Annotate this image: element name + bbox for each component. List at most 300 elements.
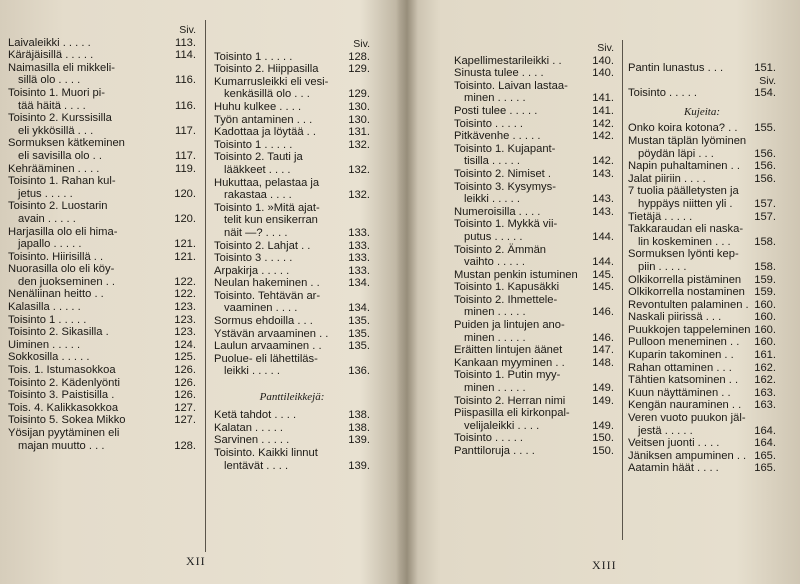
toc-entry — [454, 395, 614, 408]
entry-page-number: 162. — [754, 374, 776, 387]
entry-page-number: 139. — [348, 434, 370, 447]
entry-page-number: 145. — [592, 281, 614, 294]
entry-page-number: 160. — [754, 311, 776, 324]
toc-entry — [628, 185, 776, 210]
toc-entry — [214, 265, 370, 278]
column-divider — [622, 40, 623, 540]
entry-title-line: minen . . . . . — [464, 331, 526, 344]
entry-title-line: Toisinto 2. Lahjat . . — [214, 239, 311, 252]
entry-title-line: minen . . . . . — [464, 306, 526, 319]
entry-title-line: Puiden ja lintujen ano- — [454, 319, 565, 332]
entry-title-line: Toisinto 1. Muori pi- — [8, 86, 105, 99]
toc-entry — [628, 223, 776, 248]
entry-page-number: 151. — [754, 62, 776, 74]
entry-title-line: rakastaa . . . . — [224, 189, 292, 202]
entry-page-number: 133. — [348, 226, 370, 239]
entry-title-line: leikki . . . . . — [224, 365, 280, 378]
entry-page-number: 126. — [174, 389, 196, 402]
entry-page-number: 162. — [754, 361, 776, 374]
toc-entry — [454, 55, 614, 68]
entry-page-number: 146. — [592, 306, 614, 319]
entry-title-line: Toisinto 2. Ämmän — [454, 243, 547, 256]
entry-title-line: Toisinto 1 . . . . . — [8, 313, 87, 326]
entry-title-line: Arpakirja . . . . . — [214, 264, 290, 277]
entry-page-number: 147. — [592, 344, 614, 357]
toc-entry — [454, 181, 614, 206]
entry-page-number: 132. — [348, 138, 370, 151]
entry-title-line: avain . . . . . — [18, 212, 76, 225]
right-page-column-2 — [628, 62, 776, 475]
toc-entry — [454, 143, 614, 168]
entry-title-line: Kehrääminen . . . . — [8, 162, 100, 175]
entry-title-line: Tois. 1. Istumasokkoa — [8, 364, 116, 377]
entry-title-line: vaaminen . . . . — [224, 302, 298, 315]
entry-title-line: Sarvinen . . . . . — [214, 434, 290, 447]
toc-entry — [214, 101, 370, 114]
toc-entry — [214, 252, 370, 265]
entry-page-number: 123. — [174, 313, 196, 326]
toc-entry — [454, 432, 614, 445]
entry-title-line: Harjasilla olo eli hima- — [8, 225, 118, 238]
entry-page-number: 122. — [174, 288, 196, 301]
toc-entry — [454, 369, 614, 394]
toc-entry — [628, 437, 776, 450]
entry-title-line: Toisinto 2. Kurssisilla — [8, 112, 112, 125]
toc-entry — [8, 364, 196, 377]
entry-page-number: 128. — [348, 50, 370, 63]
entry-title-line: Kuparin takominen . . — [628, 349, 734, 362]
toc-entry — [8, 49, 196, 62]
toc-entry — [214, 202, 370, 240]
entry-title-line: Toisinto 2. Nimiset . — [454, 167, 551, 180]
entry-page-number: 122. — [174, 275, 196, 288]
entry-page-number: 143. — [592, 193, 614, 206]
entry-title-line: Revontulten palaminen . — [628, 298, 749, 311]
entry-title-line: Naimasilla eli mikkeli- — [8, 61, 115, 74]
entry-title-line: leikki . . . . . — [464, 193, 520, 206]
entry-page-number: 154. — [754, 87, 776, 100]
siv-header: Siv. — [179, 24, 196, 36]
entry-page-number: 133. — [348, 252, 370, 265]
entry-title-line: Toisinto . . . . . — [454, 117, 524, 130]
toc-entry — [628, 362, 776, 375]
toc-entry — [8, 414, 196, 427]
toc-entry — [454, 67, 614, 80]
entry-page-number: 143. — [592, 167, 614, 180]
entry-title-line: Kalasilla . . . . . — [8, 301, 81, 314]
entry-page-number: 143. — [592, 205, 614, 218]
toc-entry — [214, 315, 370, 328]
entry-page-number: 136. — [348, 365, 370, 378]
entry-title-line: minen . . . . . — [464, 382, 526, 395]
toc-entry — [8, 263, 196, 288]
entry-title-line: Piispasilla eli kirkonpal- — [454, 407, 570, 420]
entry-page-number: 139. — [348, 459, 370, 472]
entry-page-number: 150. — [592, 445, 614, 457]
entry-page-number: 142. — [592, 130, 614, 143]
entry-title-line: Toisinto 1 . . . . . — [214, 50, 293, 63]
entry-title-line: Toisinto 1. Kapusäkki — [454, 281, 560, 294]
entry-title-line: Käräjäisillä . . . . . — [8, 49, 94, 62]
entry-page-number: 160. — [754, 336, 776, 349]
entry-title-line: Kadottaa ja löytää . . — [214, 126, 316, 139]
toc-entry — [628, 311, 776, 324]
entry-title-line: tää häitä . . . . — [18, 99, 86, 112]
book-gutter — [396, 0, 418, 584]
entry-title-line: Sokkosilla . . . . . — [8, 351, 90, 364]
entry-title-line: Toisinto 2. Herran nimi — [454, 394, 566, 407]
entry-title-line: Tähtien katsominen . . — [628, 374, 739, 387]
entry-title-line: Toisinto. Hiirisillä . . — [8, 250, 104, 263]
right-page-column-1 — [454, 42, 614, 458]
toc-entry — [628, 412, 776, 437]
entry-title-line: Nenäliinan heitto . . — [8, 288, 104, 301]
entry-title-line: Kapellimestarileikki . . — [454, 54, 562, 67]
entry-page-number: 141. — [592, 104, 614, 117]
entry-page-number: 163. — [754, 386, 776, 399]
toc-entry — [628, 387, 776, 400]
entry-page-number: 127. — [174, 401, 196, 414]
entry-page-number: 163. — [754, 399, 776, 412]
entry-title-line: putus . . . . . — [464, 230, 523, 243]
entry-title-line: Toisinto 2. Ihmettele- — [454, 293, 558, 306]
column-divider — [205, 20, 206, 552]
toc-entry — [214, 126, 370, 139]
toc-entry — [628, 274, 776, 287]
entry-page-number: 142. — [592, 117, 614, 130]
toc-entry — [214, 409, 370, 422]
toc-entry — [214, 76, 370, 101]
toc-entry — [8, 137, 196, 162]
entry-page-number: 146. — [592, 331, 614, 344]
toc-entry — [214, 114, 370, 127]
toc-entry — [8, 351, 196, 364]
entry-title-line: Laivaleikki . . . . . — [8, 36, 91, 49]
toc-entry — [214, 290, 370, 315]
entry-title-line: sillä olo . . . . — [18, 74, 81, 87]
entry-title-line: Puukkojen tappeleminen — [628, 323, 751, 336]
entry-title-line: vaihto . . . . . — [464, 256, 525, 269]
entry-title-line: lääkkeet . . . . — [224, 163, 291, 176]
entry-title-line: Kengän nauraminen . . — [628, 399, 742, 412]
entry-title-line: Toisinto. Laivan lastaa- — [454, 79, 568, 92]
toc-entry — [454, 244, 614, 269]
entry-page-number: 114. — [175, 49, 196, 62]
entry-page-number: 129. — [348, 63, 370, 76]
entry-page-number: 165. — [754, 449, 776, 462]
entry-page-number: 149. — [592, 394, 614, 407]
entry-title-line: Kumarrusleikki eli vesi- — [214, 75, 329, 88]
entry-page-number: 145. — [592, 268, 614, 281]
siv-header: Siv. — [759, 74, 776, 87]
toc-entry — [8, 62, 196, 87]
entry-title-line: Ketä tahdot . . . . — [214, 409, 297, 422]
entry-title-line: japallo . . . . . — [18, 238, 82, 251]
toc-entry — [628, 87, 776, 100]
entry-title-line: Sormuksen kätkeminen — [8, 137, 125, 150]
entry-title-line: Hukuttaa, pelastaa ja — [214, 176, 320, 189]
entry-title-line: Toisinto 3. Kysymys- — [454, 180, 556, 193]
toc-entry — [8, 389, 196, 402]
entry-title-line: Rahan ottaminen . . . — [628, 361, 732, 374]
toc-entry — [8, 326, 196, 339]
toc-entry — [214, 422, 370, 435]
toc-entry — [214, 434, 370, 447]
entry-page-number: 128. — [174, 439, 196, 452]
entry-page-number: 129. — [348, 88, 370, 101]
entry-title-line: Toisinto 5. Sokea Mikko — [8, 414, 126, 427]
entry-title-line: Onko koira kotona? . . — [628, 122, 738, 135]
entry-title-line: Toisinto 1. Putin myy- — [454, 369, 561, 382]
entry-page-number: 165. — [754, 462, 776, 475]
entry-page-number: 132. — [348, 189, 370, 202]
toc-entry — [8, 314, 196, 327]
toc-entry — [454, 407, 614, 432]
entry-page-number: 144. — [592, 256, 614, 269]
entry-title-line: Työn antaminen . . . — [214, 113, 313, 126]
entry-title-line: Naskali piirissä . . . — [628, 311, 722, 324]
toc-entry — [214, 151, 370, 176]
entry-page-number: 157. — [754, 210, 776, 223]
entry-title-line: pöydän läpi . . . — [638, 147, 714, 160]
entry-title-line: Veitsen juonti . . . . — [628, 437, 720, 450]
entry-page-number: 117. — [175, 124, 196, 137]
entry-page-number: 120. — [174, 212, 196, 225]
toc-entry — [8, 87, 196, 112]
entry-page-number: 124. — [174, 338, 196, 351]
toc-entry — [628, 211, 776, 224]
entry-title-line: Toisinto 2. Hiippasilla — [214, 63, 319, 76]
entry-page-number: 138. — [348, 409, 370, 422]
toc-entry — [214, 51, 370, 64]
toc-entry — [454, 344, 614, 357]
entry-title-line: Toisinto 1 . . . . . — [214, 138, 293, 151]
entry-page-number: 148. — [592, 356, 614, 369]
entry-page-number: 158. — [754, 235, 776, 248]
entry-page-number: 164. — [754, 424, 776, 437]
entry-page-number: 117. — [175, 149, 196, 162]
toc-entry — [214, 177, 370, 202]
toc-entry — [214, 63, 370, 76]
entry-page-number: 135. — [348, 340, 370, 353]
toc-entry — [214, 139, 370, 152]
entry-title-line: Toisinto 1. Mykkä vii- — [454, 218, 558, 231]
toc-entry — [8, 200, 196, 225]
page-number-left: XII — [186, 554, 206, 568]
entry-title-line: Takkaraudan eli naska- — [628, 223, 744, 236]
toc-entry — [8, 175, 196, 200]
toc-entry — [628, 299, 776, 312]
toc-entry — [628, 286, 776, 299]
toc-entry — [628, 336, 776, 349]
toc-entry — [628, 173, 776, 186]
entry-page-number: 140. — [592, 54, 614, 67]
entry-page-number: 164. — [754, 437, 776, 450]
entry-title-line: Tois. 4. Kalikkasokkoa — [8, 401, 119, 414]
toc-entry — [454, 105, 614, 118]
entry-title-line: Toisinto 2. Tauti ja — [214, 151, 303, 164]
entry-title-line: Napin puhaltaminen . . — [628, 160, 740, 173]
entry-title-line: Yösijan pyytäminen eli — [8, 427, 120, 439]
toc-entry — [454, 218, 614, 243]
entry-title-line: Toisinto 1. Rahan kul- — [8, 175, 116, 188]
toc-entry — [214, 328, 370, 341]
toc-entry — [8, 339, 196, 352]
entry-page-number: 130. — [348, 100, 370, 113]
entry-title-line: Panttiloruja . . . . — [454, 445, 535, 457]
entry-title-line: piin . . . . . — [638, 260, 687, 273]
entry-title-line: Huhu kulkee . . . . — [214, 100, 302, 113]
toc-entry — [214, 340, 370, 353]
toc-entry — [8, 112, 196, 137]
entry-page-number: 160. — [754, 323, 776, 336]
entry-page-number: 126. — [174, 376, 196, 389]
entry-title-line: Mustan penkin istuminen — [454, 268, 578, 281]
toc-entry — [8, 402, 196, 415]
left-page-column-1 — [8, 24, 196, 452]
toc-entry — [628, 462, 776, 475]
siv-header: Siv. — [597, 42, 614, 54]
entry-title-line: Tietäjä . . . . . — [628, 210, 693, 223]
entry-title-line: tisilla . . . . . — [464, 155, 520, 168]
entry-page-number: 131. — [348, 126, 370, 139]
entry-page-number: 156. — [754, 160, 776, 173]
siv-header: Siv. — [353, 38, 370, 50]
entry-page-number: 133. — [348, 239, 370, 252]
entry-title-line: Neulan hakeminen . . — [214, 277, 320, 290]
toc-entry — [628, 324, 776, 337]
entry-title-line: Toisinto 3 . . . . . — [214, 252, 293, 265]
toc-entry — [628, 349, 776, 362]
entry-title-line: Veren vuoto puukon jäl- — [628, 412, 746, 425]
toc-entry — [214, 240, 370, 253]
entry-title-line: eli ykkösillä . . . — [18, 124, 94, 137]
toc-entry — [454, 206, 614, 219]
toc-entry — [628, 248, 776, 273]
entry-page-number: 119. — [175, 162, 196, 175]
toc-entry — [628, 62, 776, 75]
toc-entry — [628, 122, 776, 135]
entry-page-number: 149. — [592, 419, 614, 432]
entry-page-number: 121. — [174, 250, 196, 263]
entry-page-number: 156. — [754, 172, 776, 185]
entry-title-line: Pitkävenhe . . . . . — [454, 130, 541, 143]
toc-entry — [454, 118, 614, 131]
entry-title-line: kenkäsillä olo . . . — [224, 88, 310, 101]
entry-title-line: Kankaan myyminen . . — [454, 356, 565, 369]
entry-title-line: Sormuksen lyönti kep- — [628, 248, 739, 261]
entry-page-number: 141. — [592, 92, 614, 105]
entry-page-number: 158. — [754, 260, 776, 273]
entry-title-line: Nuorasilla olo eli köy- — [8, 263, 115, 276]
toc-entry — [454, 269, 614, 282]
entry-page-number: 126. — [174, 364, 196, 377]
toc-entry — [454, 130, 614, 143]
section-heading: Kujeita: — [683, 105, 721, 118]
entry-title-line: Toisinto 1. Kujapant- — [454, 142, 556, 155]
entry-title-line: eli savisilla olo . . — [18, 149, 102, 162]
entry-title-line: Toisinto 1. »Mitä ajat- — [214, 201, 320, 214]
entry-page-number: 134. — [348, 277, 370, 290]
entry-title-line: Eräitten lintujen äänet — [454, 344, 563, 357]
entry-title-line: lentävät . . . . — [224, 459, 289, 472]
section-heading: Panttileikkejä: — [259, 390, 325, 403]
entry-page-number: 150. — [592, 432, 614, 445]
entry-page-number: 161. — [754, 349, 776, 362]
entry-title-line: Toisinto . . . . . — [628, 87, 698, 100]
toc-entry — [454, 319, 614, 344]
entry-page-number: 125. — [174, 351, 196, 364]
toc-entry — [214, 353, 370, 378]
toc-entry — [8, 427, 196, 452]
toc-entry — [454, 168, 614, 181]
toc-entry — [8, 288, 196, 301]
entry-page-number: 116. — [175, 99, 196, 112]
entry-page-number: 123. — [174, 326, 196, 339]
toc-entry — [454, 357, 614, 370]
toc-entry — [8, 37, 196, 50]
entry-title-line: Toisinto . . . . . — [454, 432, 524, 445]
entry-page-number: 135. — [348, 327, 370, 340]
entry-page-number: 130. — [348, 113, 370, 126]
entry-title-line: Toisinto. Kaikki linnut — [214, 447, 318, 459]
entry-page-number: 113. — [175, 36, 196, 49]
entry-title-line: lin koskeminen . . . — [638, 235, 731, 248]
entry-title-line: Toisinto 3. Paistisilla . — [8, 389, 115, 402]
entry-title-line: Mustan täplän lyöminen — [628, 134, 747, 147]
entry-title-line: Kalatan . . . . . — [214, 421, 284, 434]
entry-page-number: 149. — [592, 382, 614, 395]
entry-page-number: 134. — [348, 302, 370, 315]
entry-title-line: Jalat piiriin . . . . — [628, 172, 706, 185]
entry-page-number: 135. — [348, 315, 370, 328]
entry-title-line: Aatamin häät . . . . — [628, 462, 719, 475]
entry-title-line: velijaleikki . . . . — [464, 419, 540, 432]
entry-title-line: Numeroisilla . . . . — [454, 205, 541, 218]
entry-title-line: Toisinto 2. Luostarin — [8, 200, 108, 213]
toc-entry — [8, 377, 196, 390]
toc-entry — [628, 374, 776, 387]
entry-page-number: 156. — [754, 147, 776, 160]
toc-entry — [8, 163, 196, 176]
toc-entry — [454, 281, 614, 294]
entry-page-number: 138. — [348, 421, 370, 434]
entry-title-line: Uiminen . . . . . — [8, 338, 81, 351]
entry-page-number: 116. — [175, 74, 196, 87]
toc-entry — [214, 277, 370, 290]
entry-page-number: 159. — [754, 273, 776, 286]
toc-entry — [8, 251, 196, 264]
entry-title-line: Toisinto. Tehtävän ar- — [214, 289, 321, 302]
toc-entry — [628, 399, 776, 412]
entry-title-line: Ystävän arvaaminen . . — [214, 327, 329, 340]
entry-title-line: den juokseminen . . — [18, 275, 116, 288]
toc-entry — [454, 80, 614, 105]
entry-page-number: 155. — [754, 122, 776, 135]
toc-entry — [8, 226, 196, 251]
entry-title-line: hyppäys niitten yli . — [638, 197, 733, 210]
entry-page-number: 121. — [174, 238, 196, 251]
entry-title-line: Puolue- eli lähettiläs- — [214, 352, 318, 365]
entry-page-number: 123. — [174, 301, 196, 314]
entry-title-line: 7 tuolia päälletysten ja — [628, 185, 739, 198]
entry-title-line: Toisinto 2. Kädenlyönti — [8, 376, 120, 389]
entry-title-line: Jäniksen ampuminen . . — [628, 449, 747, 462]
toc-entry — [214, 447, 370, 472]
toc-entry — [628, 450, 776, 463]
entry-title-line: Sormus ehdoilla . . . — [214, 315, 313, 328]
entry-title-line: Toisinto 2. Sikasilla . — [8, 326, 109, 339]
